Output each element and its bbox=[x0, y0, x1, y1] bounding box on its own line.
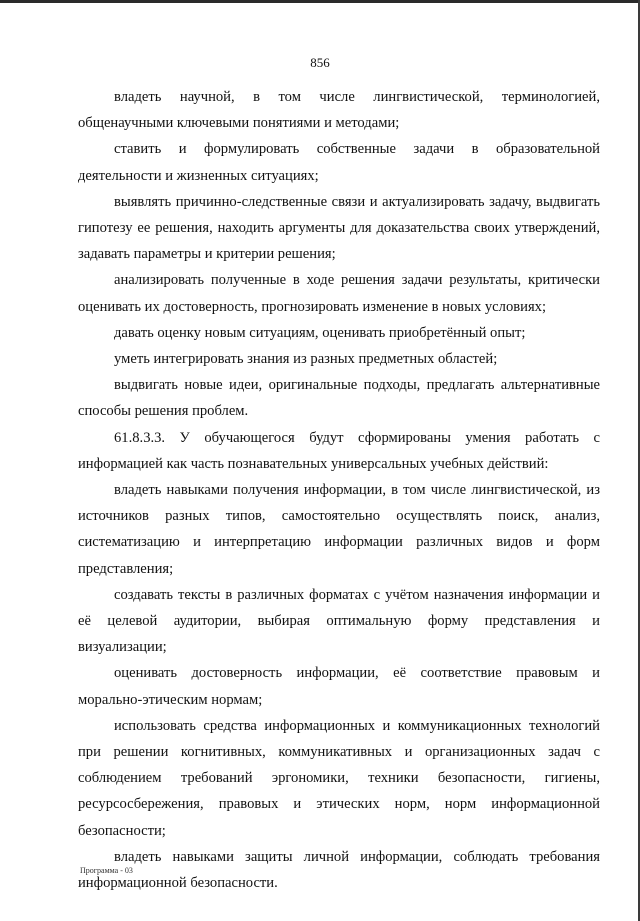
paragraph-3: выявлять причинно-следственные связи и актуализировать задачу, выдвигать гипотезу ее решения, находить аргументы для доказательства своих утверждений, задавать параметры и критерии решения; bbox=[78, 193, 600, 263]
paragraph-10: создавать тексты в различных форматах с учётом назначения информации и её целевой аудитории, выбирая оптимальную форму представления и визуализации; bbox=[78, 586, 600, 656]
paragraph-6: уметь интегрировать знания из разных предметных областей; bbox=[114, 351, 498, 368]
paragraph-12: использовать средства информационных и коммуникационных технологий при решении когнитивных, коммуникативных и организационных задач с соблюдением требований эргономики, техники безопасности, гигиены, ресурсосбережения, правовых и этических норм, норм информационной безопасности; bbox=[78, 717, 600, 839]
footer-label: Программа - 03 bbox=[80, 866, 133, 875]
paragraph-11: оценивать достоверность информации, её соответствие правовым и морально-этическим нормам; bbox=[78, 665, 600, 708]
scan-border-top bbox=[0, 0, 640, 3]
paragraph-5: давать оценку новым ситуациям, оценивать приобретённый опыт; bbox=[114, 324, 526, 341]
page-number: 856 bbox=[310, 55, 330, 70]
paragraph-7: выдвигать новые идеи, оригинальные подходы, предлагать альтернативные способы решения проблем. bbox=[78, 377, 600, 420]
paragraph-4: анализировать полученные в ходе решения задачи результаты, критически оценивать их достоверность, прогнозировать изменение в новых условиях; bbox=[78, 272, 600, 315]
document-body bbox=[78, 84, 600, 896]
paragraph-8: 61.8.3.3. У обучающегося будут сформированы умения работать с информацией как часть познавательных универсальных учебных действий: bbox=[78, 429, 600, 472]
paragraph-9: владеть навыками получения информации, в том числе лингвистической, из источников разных типов, самостоятельно осуществлять поиск, анализ, систематизацию и интерпретацию информации различных видов и форм представления; bbox=[78, 482, 600, 577]
paragraph-1: владеть научной, в том числе лингвистической, терминологией, общенаучными ключевыми понятиями и методами; bbox=[78, 89, 600, 132]
paragraph-2: ставить и формулировать собственные задачи в образовательной деятельности и жизненных ситуациях; bbox=[78, 141, 600, 184]
paragraph-13: владеть навыками защиты личной информации, соблюдать требования информационной безопасности. bbox=[78, 848, 600, 892]
